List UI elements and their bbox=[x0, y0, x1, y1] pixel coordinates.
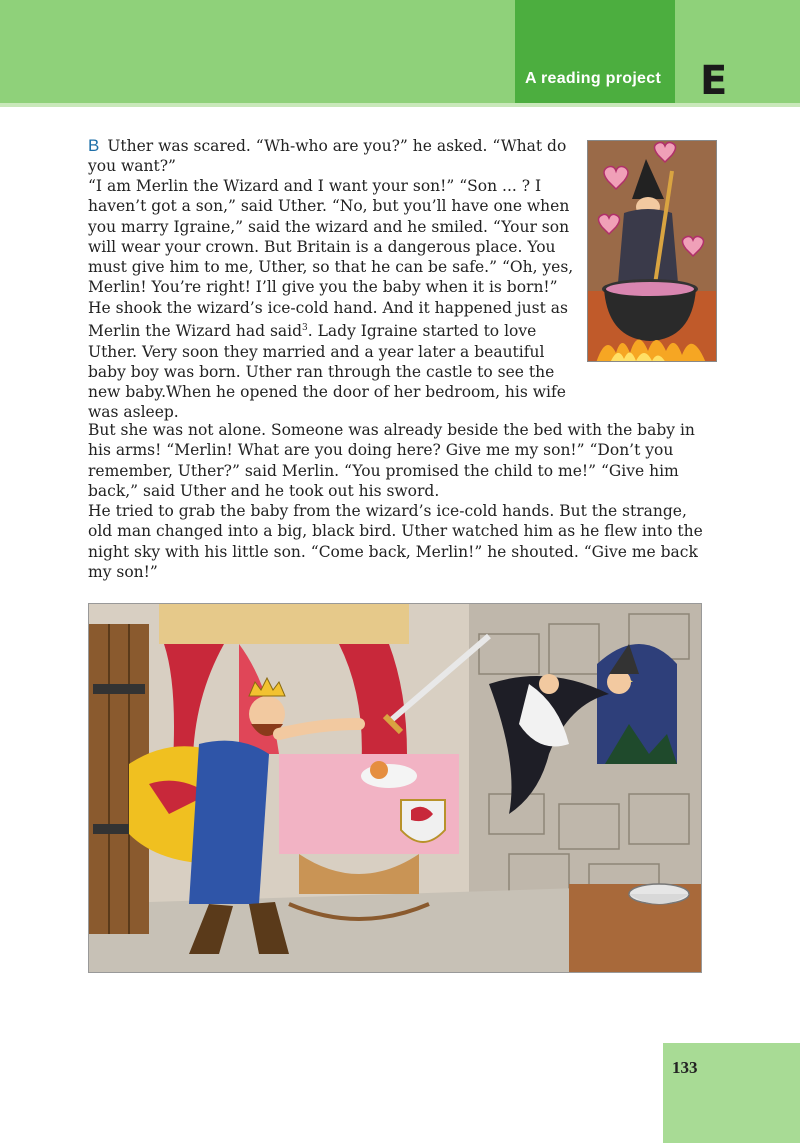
header-band bbox=[0, 0, 800, 103]
story-paragraph-3: But she was not alone. Someone was already beside the bed with the baby in his arms! “Merlin! What are you doing here? Give me my son!” “Don’t you remember, Uther?” said Merlin. “You promised the child to me!” “Give him back,” said Uther and he took out his sword. bbox=[88, 421, 695, 500]
header-rule bbox=[0, 103, 800, 107]
page-number: 133 bbox=[672, 1058, 698, 1077]
paragraph-2-end: . Lady Igraine started to love Uther. Very soon they married and a year later a beautiful baby boy was born. Uther ran through the castle to see the new baby.When he opened the door of her bedroom, his wife was asleep. bbox=[88, 322, 566, 422]
wizard-cauldron-drawing bbox=[588, 141, 717, 362]
header-band-light bbox=[0, 0, 515, 103]
scene-drawing bbox=[89, 604, 702, 973]
section-letter: E bbox=[700, 58, 728, 104]
wizard-cauldron-illustration bbox=[587, 140, 717, 362]
header-band-letter bbox=[675, 0, 800, 103]
paragraph-b-text: Uther was scared. “Wh-who are you?” he asked. “What do you want?” bbox=[88, 137, 567, 176]
story-paragraph-2 bbox=[88, 176, 580, 423]
section-title: A reading project bbox=[525, 70, 662, 87]
paragraph-2-text: “I am Merlin the Wizard and I want your son!” “Son ... ? I haven’t got a son,” said Uther. “No, but you’ll have one when you marry Igraine,” said the wizard and he smiled. “Your son will wear your crown. But Britain is a dangerous place. You must give him to me, Uther, so that he can be safe.” “Oh, yes, Merlin! You’re right! I’ll give you the baby when it is born!” He shook the wizard’s ice-cold hand. And it happened just as Merlin the Wizard had said bbox=[88, 177, 574, 341]
uther-merlin-scene-illustration bbox=[88, 603, 702, 973]
story-paragraph-b bbox=[88, 136, 580, 177]
story-paragraph-4: He tried to grab the baby from the wizard’s ice-cold hands. But the strange, old man changed into a big, black bird. Uther watched him as he flew into the night sky with his little son. “Come back, Merlin!” he shouted. “Give me back my son!” bbox=[88, 502, 703, 581]
paragraph-marker: B bbox=[88, 136, 100, 155]
footnote-ref: 3 bbox=[302, 323, 308, 334]
